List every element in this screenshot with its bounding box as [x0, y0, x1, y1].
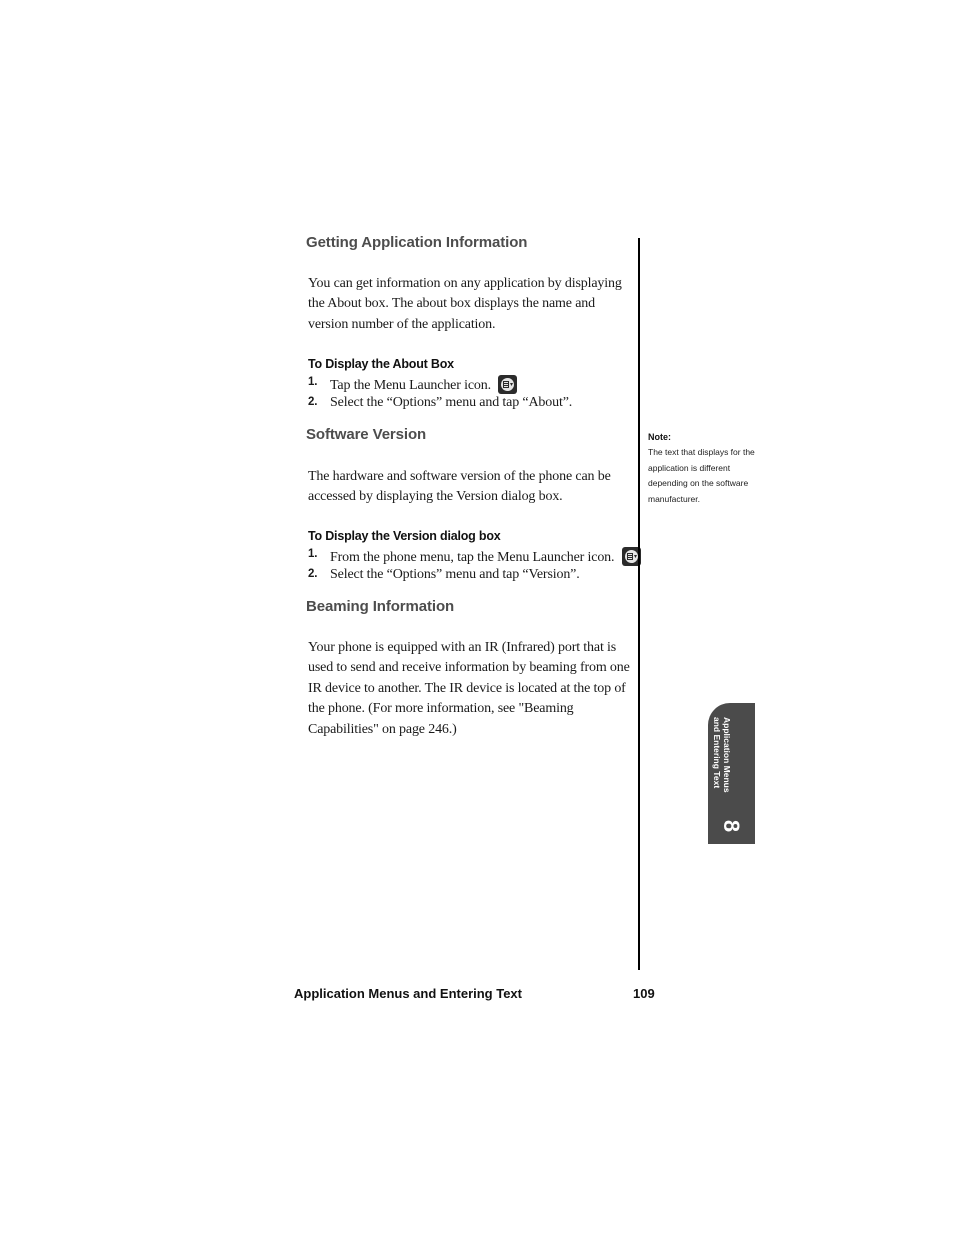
- chapter-number: 8: [719, 819, 745, 833]
- procedure-title-about-box: To Display the About Box: [308, 357, 454, 371]
- step-about-1: [308, 375, 638, 397]
- step-number: 2.: [308, 396, 318, 408]
- section-heading-software-version: Software Version: [306, 426, 427, 443]
- step-about-2: [308, 395, 638, 417]
- section-body-getting-application-information: You can get information on any application by displaying the About box. The about box displays the name and version number of the application.: [308, 276, 622, 332]
- page-number: 109: [633, 986, 655, 1001]
- chapter-tab-label-line2: and Entering Text: [712, 717, 722, 789]
- chapter-tab-label-line1: Application Menus: [722, 717, 732, 793]
- menu-launcher-icon: [498, 375, 517, 394]
- step-text: Select the “Options” menu and tap “About”.: [330, 395, 573, 410]
- step-text-wrap: [330, 547, 641, 566]
- step-text: Tap the Menu Launcher icon.: [330, 378, 491, 393]
- section-heading-beaming-information: Beaming Information: [306, 598, 455, 615]
- chapter-tab: [708, 703, 755, 844]
- footer-chapter-title: Application Menus and Entering Text: [294, 986, 522, 1001]
- step-version-1: [308, 547, 638, 569]
- section-body-software-version: The hardware and software version of the phone can be accessed by displaying the Version dialog box.: [308, 469, 611, 505]
- chapter-tab-label: [712, 717, 732, 807]
- step-text: Select the “Options” menu and tap “Version”.: [330, 567, 580, 582]
- step-number: 1.: [308, 548, 318, 560]
- note-text: The text that displays for the application is different depending on the software manufacturer.: [648, 447, 755, 504]
- step-version-2: [308, 567, 638, 589]
- note-title: Note:: [648, 432, 671, 442]
- step-number: 1.: [308, 376, 318, 388]
- procedure-title-version-dialog: To Display the Version dialog box: [308, 529, 501, 543]
- column-divider: [638, 238, 640, 970]
- step-number: 2.: [308, 568, 318, 580]
- step-text-wrap: [330, 375, 517, 394]
- step-text: From the phone menu, tap the Menu Launcher icon.: [330, 550, 615, 565]
- section-heading-getting-application-information: Getting Application Information: [306, 234, 528, 251]
- section-body-beaming-information: Your phone is equipped with an IR (Infrared) port that is used to send and receive information by beaming from one IR device to another. The IR device is located at the top of the phone. (For more information, see "Beaming Capabilities" on page 246.): [308, 640, 630, 737]
